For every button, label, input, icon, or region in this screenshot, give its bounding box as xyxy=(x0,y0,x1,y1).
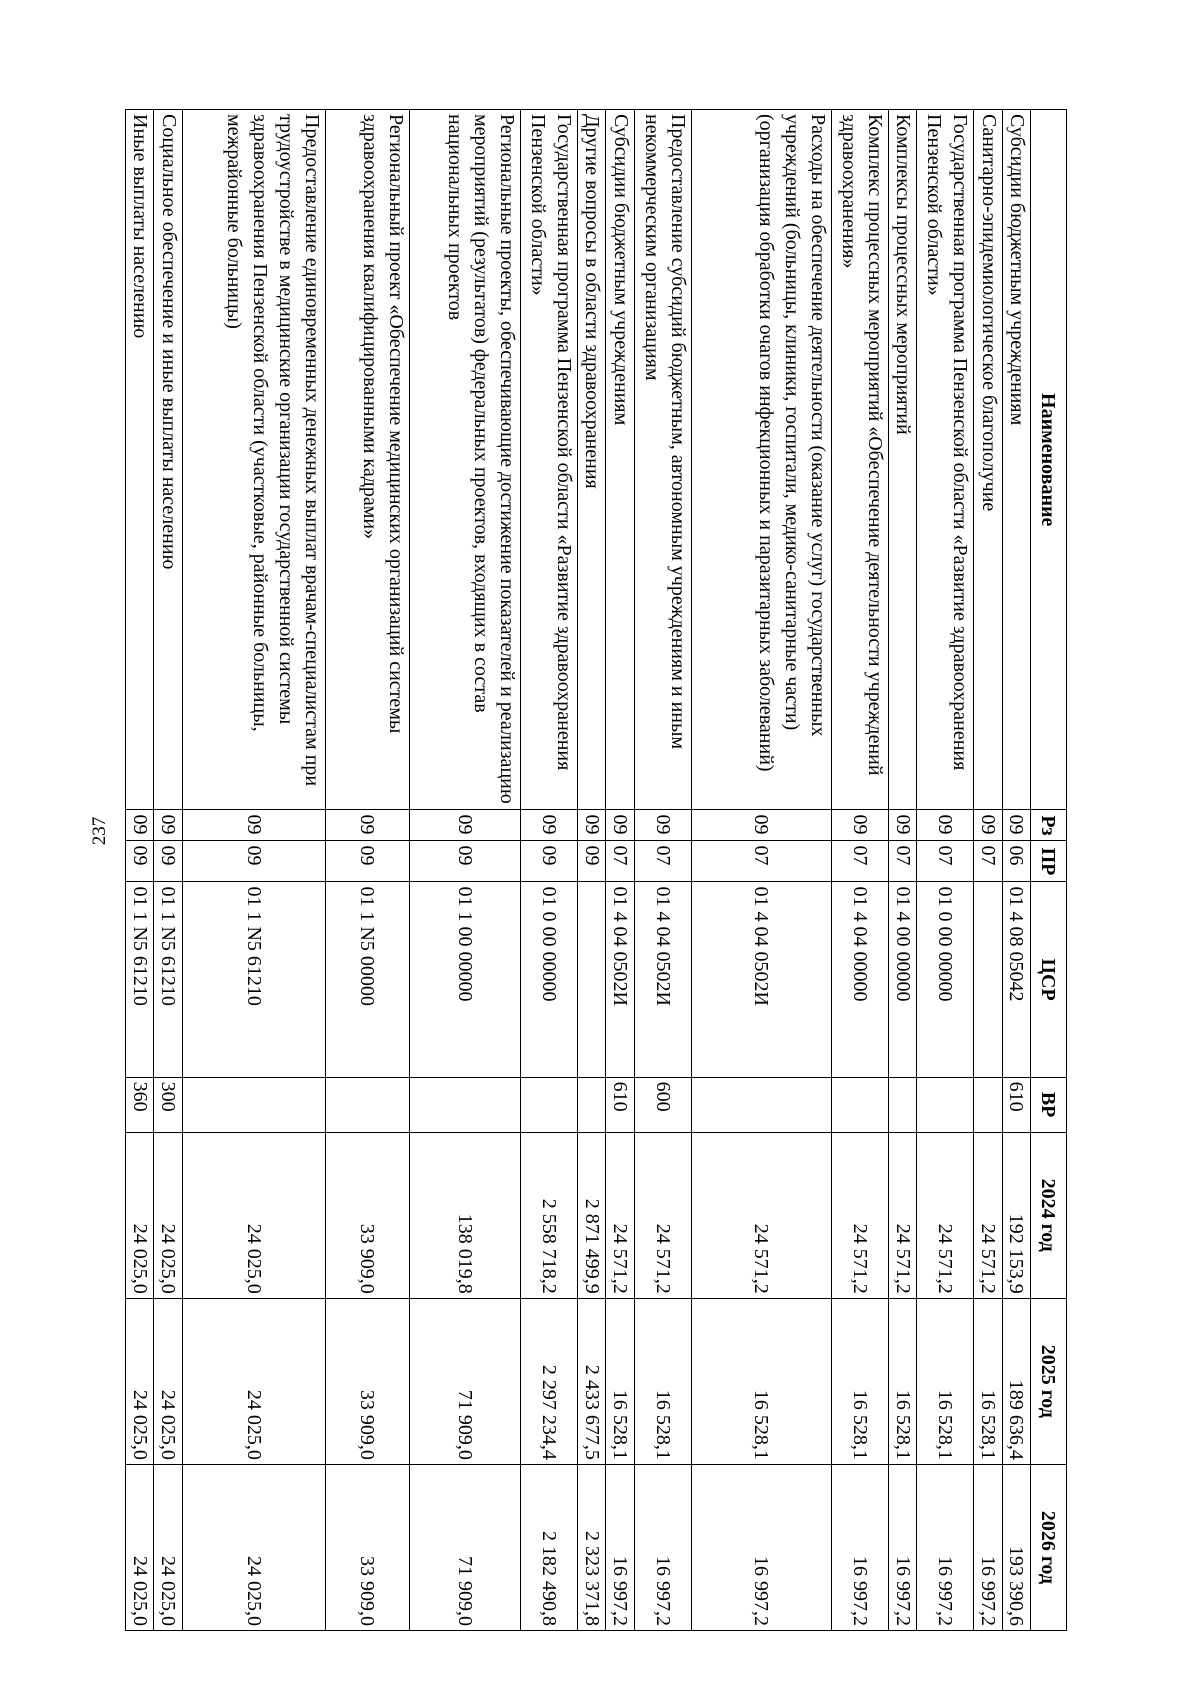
table-row xyxy=(182,110,325,1631)
cell-csr: 01 1 00 00000 xyxy=(409,882,520,1077)
header-2025: 2025 год xyxy=(1031,1298,1067,1464)
cell-csr: 01 0 00 00000 xyxy=(917,882,974,1077)
cell-pr: 09 xyxy=(409,841,520,882)
cell-csr: 01 1 N5 61210 xyxy=(126,882,154,1077)
cell-csr: 01 1 N5 00000 xyxy=(325,882,409,1077)
cell-2024: 2 871 499,9 xyxy=(578,1132,606,1298)
cell-2024: 24 025,0 xyxy=(126,1132,154,1298)
header-name: Наименование xyxy=(1031,110,1067,810)
cell-pr: 06 xyxy=(1002,841,1030,882)
cell-pr: 07 xyxy=(606,841,634,882)
cell-2025: 24 025,0 xyxy=(154,1298,182,1464)
cell-2026: 71 909,0 xyxy=(409,1464,520,1630)
cell-rz: 09 xyxy=(154,810,182,841)
table-row xyxy=(974,110,1002,1631)
cell-2025: 16 528,1 xyxy=(917,1298,974,1464)
cell-2026: 16 997,2 xyxy=(974,1464,1002,1630)
cell-name: Расходы на обеспечение деятельности (оказание услуг) государственных учреждений (больницы, клиники, госпитали, медико-санитарные части) (организация обработки очагов инфекционных и паразитарных заболеваний) xyxy=(691,110,832,810)
header-csr: ЦСР xyxy=(1031,882,1067,1077)
cell-pr: 09 xyxy=(521,841,578,882)
cell-name: Другие вопросы в области здравоохранения xyxy=(578,110,606,810)
cell-csr: 01 4 00 00000 xyxy=(889,882,917,1077)
cell-2025: 16 528,1 xyxy=(691,1298,832,1464)
cell-pr: 07 xyxy=(691,841,832,882)
header-row xyxy=(1031,110,1067,1631)
table-row xyxy=(634,110,691,1631)
cell-2026: 16 997,2 xyxy=(606,1464,634,1630)
cell-2026: 24 025,0 xyxy=(182,1464,325,1630)
cell-2025: 24 025,0 xyxy=(126,1298,154,1464)
cell-rz: 09 xyxy=(889,810,917,841)
cell-2026: 33 909,0 xyxy=(325,1464,409,1630)
cell-name: Государственная программа Пензенской области «Развитие здравоохранения Пензенской области» xyxy=(917,110,974,810)
cell-vr xyxy=(974,1077,1002,1132)
cell-csr: 01 4 04 00000 xyxy=(832,882,889,1077)
table-row xyxy=(917,110,974,1631)
cell-rz: 09 xyxy=(126,810,154,841)
cell-csr xyxy=(578,882,606,1077)
cell-vr xyxy=(521,1077,578,1132)
table-row xyxy=(832,110,889,1631)
cell-2026: 16 997,2 xyxy=(832,1464,889,1630)
cell-rz: 09 xyxy=(325,810,409,841)
cell-2026: 2 182 490,8 xyxy=(521,1464,578,1630)
cell-2025: 16 528,1 xyxy=(974,1298,1002,1464)
cell-2024: 138 019,8 xyxy=(409,1132,520,1298)
cell-vr xyxy=(832,1077,889,1132)
cell-csr: 01 4 08 05042 xyxy=(1002,882,1030,1077)
cell-pr: 07 xyxy=(974,841,1002,882)
cell-pr: 07 xyxy=(889,841,917,882)
cell-name: Региональный проект «Обеспечение медицинских организаций системы здравоохранения квалифицированными кадрами» xyxy=(325,110,409,810)
cell-pr: 09 xyxy=(578,841,606,882)
cell-rz: 09 xyxy=(974,810,1002,841)
cell-2025: 2 433 677,5 xyxy=(578,1298,606,1464)
cell-csr: 01 1 N5 61210 xyxy=(154,882,182,1077)
table-row xyxy=(154,110,182,1631)
cell-name: Социальное обеспечение и иные выплаты населению xyxy=(154,110,182,810)
cell-pr: 07 xyxy=(634,841,691,882)
cell-2024: 24 025,0 xyxy=(182,1132,325,1298)
header-rz: Рз xyxy=(1031,810,1067,841)
cell-name: Субсидии бюджетным учреждениям xyxy=(1002,110,1030,810)
cell-2024: 24 571,2 xyxy=(917,1132,974,1298)
cell-rz: 09 xyxy=(917,810,974,841)
table-row xyxy=(691,110,832,1631)
cell-vr xyxy=(889,1077,917,1132)
cell-name: Субсидии бюджетным учреждениям xyxy=(606,110,634,810)
cell-2025: 33 909,0 xyxy=(325,1298,409,1464)
cell-name: Предоставление единовременных денежных выплат врачам-специалистам при трудоустройстве в медицинские организации государственной системы здравоохранения Пензенской области (участковые, районные больницы, межрайонные больницы) xyxy=(182,110,325,810)
cell-rz: 09 xyxy=(691,810,832,841)
cell-2024: 24 571,2 xyxy=(606,1132,634,1298)
cell-vr: 360 xyxy=(126,1077,154,1132)
cell-name: Санитарно-эпидемиологическое благополучие xyxy=(974,110,1002,810)
cell-2025: 16 528,1 xyxy=(606,1298,634,1464)
header-2026: 2026 год xyxy=(1031,1464,1067,1630)
cell-2025: 2 297 234,4 xyxy=(521,1298,578,1464)
cell-pr: 09 xyxy=(126,841,154,882)
cell-vr xyxy=(409,1077,520,1132)
table-row xyxy=(578,110,606,1631)
cell-2025: 16 528,1 xyxy=(832,1298,889,1464)
cell-vr xyxy=(182,1077,325,1132)
cell-vr xyxy=(691,1077,832,1132)
cell-csr: 01 4 04 0502И xyxy=(606,882,634,1077)
page-number: 237 xyxy=(89,816,110,846)
cell-pr: 07 xyxy=(832,841,889,882)
cell-2024: 33 909,0 xyxy=(325,1132,409,1298)
cell-2024: 24 571,2 xyxy=(889,1132,917,1298)
cell-2026: 16 997,2 xyxy=(691,1464,832,1630)
cell-csr: 01 4 04 0502И xyxy=(691,882,832,1077)
cell-2024: 24 571,2 xyxy=(974,1132,1002,1298)
cell-pr: 09 xyxy=(325,841,409,882)
cell-vr: 300 xyxy=(154,1077,182,1132)
cell-name: Комплексы процессных мероприятий xyxy=(889,110,917,810)
cell-name: Региональные проекты, обеспечивающие достижение показателей и реализацию мероприятий (результатов) федеральных проектов, входящих в состав национальных проектов xyxy=(409,110,520,810)
budget-table xyxy=(125,109,1067,1631)
cell-2025: 16 528,1 xyxy=(889,1298,917,1464)
cell-rz: 09 xyxy=(1002,810,1030,841)
cell-csr: 01 4 04 0502И xyxy=(634,882,691,1077)
cell-name: Государственная программа Пензенской области «Развитие здравоохранения Пензенской области» xyxy=(521,110,578,810)
cell-rz: 09 xyxy=(409,810,520,841)
header-pr: ПР xyxy=(1031,841,1067,882)
table-row xyxy=(521,110,578,1631)
cell-2024: 24 571,2 xyxy=(634,1132,691,1298)
table-row xyxy=(409,110,520,1631)
cell-name: Комплекс процессных мероприятий «Обеспечение деятельности учреждений здравоохранения» xyxy=(832,110,889,810)
cell-vr xyxy=(917,1077,974,1132)
cell-vr: 610 xyxy=(606,1077,634,1132)
cell-rz: 09 xyxy=(606,810,634,841)
cell-2026: 16 997,2 xyxy=(917,1464,974,1630)
cell-pr: 09 xyxy=(154,841,182,882)
cell-name: Предоставление субсидий бюджетным, автономным учреждениям и иным некоммерческим организациям xyxy=(634,110,691,810)
cell-2024: 24 571,2 xyxy=(691,1132,832,1298)
table-row xyxy=(606,110,634,1631)
header-2024: 2024 год xyxy=(1031,1132,1067,1298)
cell-2024: 192 153,9 xyxy=(1002,1132,1030,1298)
table-row xyxy=(325,110,409,1631)
table-row xyxy=(1002,110,1030,1631)
cell-2024: 24 025,0 xyxy=(154,1132,182,1298)
cell-2026: 16 997,2 xyxy=(634,1464,691,1630)
cell-rz: 09 xyxy=(521,810,578,841)
table-row xyxy=(126,110,154,1631)
cell-2025: 16 528,1 xyxy=(634,1298,691,1464)
cell-2026: 16 997,2 xyxy=(889,1464,917,1630)
cell-csr: 01 1 N5 61210 xyxy=(182,882,325,1077)
cell-pr: 07 xyxy=(917,841,974,882)
cell-rz: 09 xyxy=(182,810,325,841)
cell-rz: 09 xyxy=(832,810,889,841)
cell-vr xyxy=(578,1077,606,1132)
cell-vr: 600 xyxy=(634,1077,691,1132)
cell-2025: 24 025,0 xyxy=(182,1298,325,1464)
cell-rz: 09 xyxy=(634,810,691,841)
cell-2026: 193 390,6 xyxy=(1002,1464,1030,1630)
cell-csr xyxy=(974,882,1002,1077)
cell-csr: 01 0 00 00000 xyxy=(521,882,578,1077)
cell-vr: 610 xyxy=(1002,1077,1030,1132)
budget-table-rotated xyxy=(125,109,1067,1631)
cell-vr xyxy=(325,1077,409,1132)
table-row xyxy=(889,110,917,1631)
cell-2024: 24 571,2 xyxy=(832,1132,889,1298)
cell-2025: 71 909,0 xyxy=(409,1298,520,1464)
cell-2026: 24 025,0 xyxy=(126,1464,154,1630)
cell-2025: 189 636,4 xyxy=(1002,1298,1030,1464)
cell-name: Иные выплаты населению xyxy=(126,110,154,810)
cell-2026: 24 025,0 xyxy=(154,1464,182,1630)
header-vr: ВР xyxy=(1031,1077,1067,1132)
cell-rz: 09 xyxy=(578,810,606,841)
cell-pr: 09 xyxy=(182,841,325,882)
cell-2026: 2 323 371,8 xyxy=(578,1464,606,1630)
cell-2024: 2 558 718,2 xyxy=(521,1132,578,1298)
